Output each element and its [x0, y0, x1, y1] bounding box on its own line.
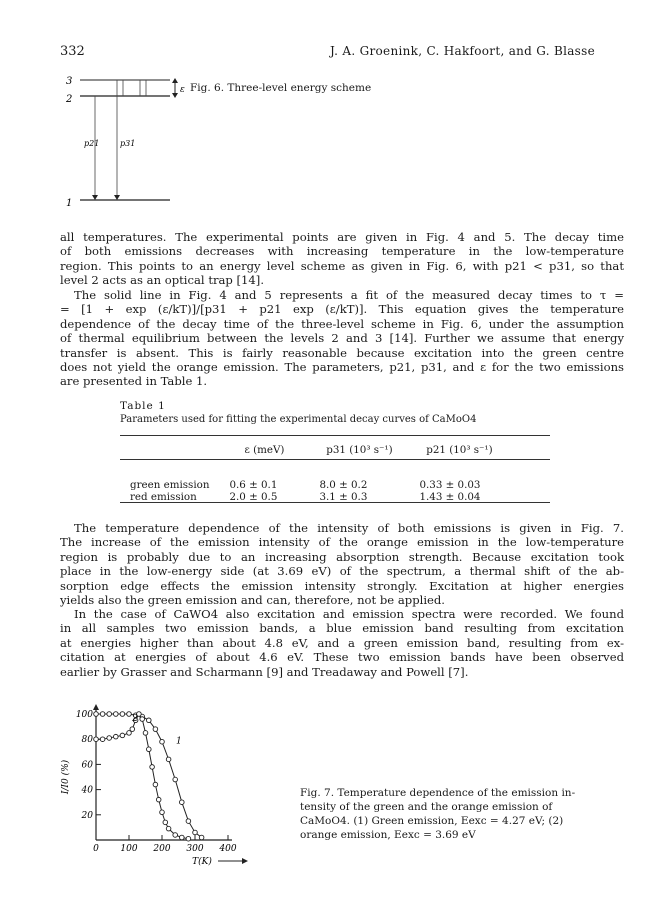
x-tick-label: 100: [120, 844, 138, 854]
table1: [120, 441, 509, 503]
level-3-label: 3: [66, 76, 73, 87]
series-point-1: [199, 835, 204, 840]
level-2-label: 2: [66, 94, 73, 105]
series-label-1: 1: [176, 736, 182, 747]
text-line: of thermal equilibrium between the levels 2 and 3 [14]. Further we assume that energy: [60, 331, 624, 346]
caption-line: orange emission, Eexc = 3.69 eV: [300, 829, 476, 841]
text-line: level 2 acts as an optical trap [14].: [60, 273, 265, 288]
table-header-cell: ε (meV): [244, 444, 285, 456]
series-point-1: [114, 712, 119, 717]
paragraph-2: [60, 288, 624, 389]
series-point-2: [186, 836, 191, 841]
series-point-2: [173, 833, 178, 838]
table-row: [120, 491, 509, 503]
text-line: The solid line in Fig. 4 and 5 represents a fit of the measured decay times to τ =: [74, 288, 624, 302]
text-line: at energies higher than about 4.8 eV, and a green emission band, resulting from ex-: [60, 635, 624, 650]
x-tick-label: 300: [186, 844, 204, 854]
series-point-2: [140, 717, 145, 722]
running-header-authors: J. A. Groenink, C. Hakfoort, and G. Blasse: [330, 44, 595, 58]
series-point-2: [120, 733, 125, 738]
series-point-2: [107, 736, 112, 741]
paragraph-1: [60, 230, 624, 288]
text-line: The temperature dependence of the intensity of both emissions is given in Fig. 7.: [74, 521, 624, 535]
text-line: all temperatures. The experimental points are given in Fig. 4 and 5. The decay time: [60, 230, 624, 244]
table-cell: red emission: [130, 491, 197, 503]
text-line: region. This points to an energy level scheme as given in Fig. 6, with p21 < p31, so that: [60, 258, 624, 273]
series-point-2: [127, 731, 132, 736]
series-point-2: [147, 747, 152, 752]
series-point-2: [143, 731, 148, 736]
level-1-label: 1: [66, 198, 73, 209]
x-tick-label: 0: [93, 844, 99, 854]
y-tick-label: 40: [81, 785, 93, 796]
table1-caption: Parameters used for fitting the experimental decay curves of CaMoO4: [120, 414, 477, 425]
y-tick-label: 80: [81, 735, 93, 746]
series-point-1: [120, 712, 125, 717]
series-point-1: [94, 712, 99, 717]
text-line: In the case of CaWO4 also excitation and emission spectra were recorded. We found: [74, 607, 624, 621]
text-line: of both emissions decreases with increasing temperature in the low-temperature: [60, 244, 624, 259]
series-point-1: [180, 800, 185, 805]
table-header-cell: [120, 441, 219, 459]
series-point-1: [166, 757, 171, 762]
series-point-2: [153, 782, 158, 787]
text-line: earlier by Grasser and Scharmann [9] and Treadaway and Powell [7].: [60, 664, 469, 679]
x-axis-arrowhead: [242, 858, 248, 864]
caption-line: CaMoO4. (1) Green emission, Eexc = 4.27 eV; (2): [300, 815, 564, 827]
paragraph-3: [60, 521, 624, 607]
table-header-cell: p31 (10³ s⁻¹): [326, 444, 393, 456]
text-line: sorption edge effects the emission intensity strongly. Excitation at higher energies: [60, 578, 624, 593]
series-point-2: [166, 826, 171, 831]
text-line: are presented in Table 1.: [60, 374, 208, 389]
text-line: citation at energies of about 4.6 eV. These two emission bands have been observed: [60, 650, 624, 665]
text-line: yields also the green emission and can, therefore, not be applied.: [60, 593, 445, 608]
caption-line: tensity of the green and the orange emission of: [300, 801, 553, 813]
x-tick-label: 400: [219, 844, 237, 854]
series-point-2: [94, 737, 99, 742]
x-tick-label: 200: [153, 844, 171, 854]
series-point-2: [160, 810, 165, 815]
series-line-1: [96, 714, 202, 837]
y-tick-label: 60: [81, 760, 93, 771]
series-point-1: [147, 718, 152, 723]
series-point-2: [163, 820, 168, 825]
series-point-2: [180, 835, 185, 840]
text-line: transfer is absent. This is fairly reasonable because excitation into the green centre: [60, 345, 624, 360]
fig6-caption: Fig. 6. Three-level energy scheme: [190, 82, 372, 94]
series-point-1: [100, 712, 105, 717]
rate-p31-label: p31: [120, 139, 136, 148]
caption-line: Fig. 7. Temperature dependence of the emission in-: [300, 787, 576, 799]
text-line: = [1 + exp (ε/kT)]/[p31 + p21 exp (ε/kT)]. This equation gives the temperature: [60, 302, 624, 317]
table-cell: green emission: [130, 479, 210, 491]
fig7-chart: [58, 700, 288, 875]
fig7-caption: [300, 786, 575, 842]
y-tick-label: 20: [81, 810, 93, 821]
text-line: dependence of the decay time of the three-level scheme in Fig. 6, under the assumption: [60, 316, 624, 331]
series-point-1: [186, 819, 191, 824]
text-line: does not yield the orange emission. The parameters, p21, p31, and ε for the two emissions: [60, 360, 624, 375]
series-point-1: [153, 727, 158, 732]
table-cell: 0.33 ± 0.03: [419, 479, 481, 491]
table-header-cell: p21 (10³ s⁻¹): [426, 444, 493, 456]
table-row: [120, 479, 509, 491]
text-line: region is probably due to an increasing absorption strength. Because excitation took: [60, 549, 624, 564]
series-point-1: [173, 777, 178, 782]
text-line: place in the low-energy side (at 3.69 eV) of the spectrum, a thermal shift of the ab-: [60, 564, 624, 579]
table-cell: 2.0 ± 0.5: [229, 491, 278, 503]
series-point-2: [130, 727, 135, 732]
series-point-2: [114, 734, 119, 739]
series-point-2: [150, 765, 155, 770]
y-axis-arrowhead: [93, 704, 99, 710]
series-point-1: [193, 830, 198, 835]
rate-p21-label: p21: [84, 139, 100, 148]
text-line: The increase of the emission intensity of the orange emission in the low-temperature: [60, 535, 624, 550]
paragraph-4: [60, 607, 624, 679]
table-cell: 0.6 ± 0.1: [229, 479, 278, 491]
table-cell: 8.0 ± 0.2: [319, 479, 368, 491]
table-cell: 3.1 ± 0.3: [319, 491, 368, 503]
text-line: in all samples two emission bands, a blue emission band resulting from excitation: [60, 621, 624, 636]
series-point-1: [160, 739, 165, 744]
epsilon-label: ε: [180, 85, 185, 95]
series-label-2: 2: [132, 714, 138, 725]
series-point-1: [127, 712, 132, 717]
series-point-2: [100, 737, 105, 742]
table-top-rule: [120, 435, 550, 436]
page-number: 332: [60, 44, 85, 59]
x-axis-label: T(K): [192, 857, 212, 867]
series-point-2: [156, 797, 161, 802]
series-point-1: [107, 712, 112, 717]
table1-label: Table 1: [120, 400, 166, 412]
y-axis-label: I/I0 (%): [61, 759, 71, 795]
y-tick-label: 100: [75, 710, 93, 720]
table-cell: 1.43 ± 0.04: [419, 491, 481, 503]
